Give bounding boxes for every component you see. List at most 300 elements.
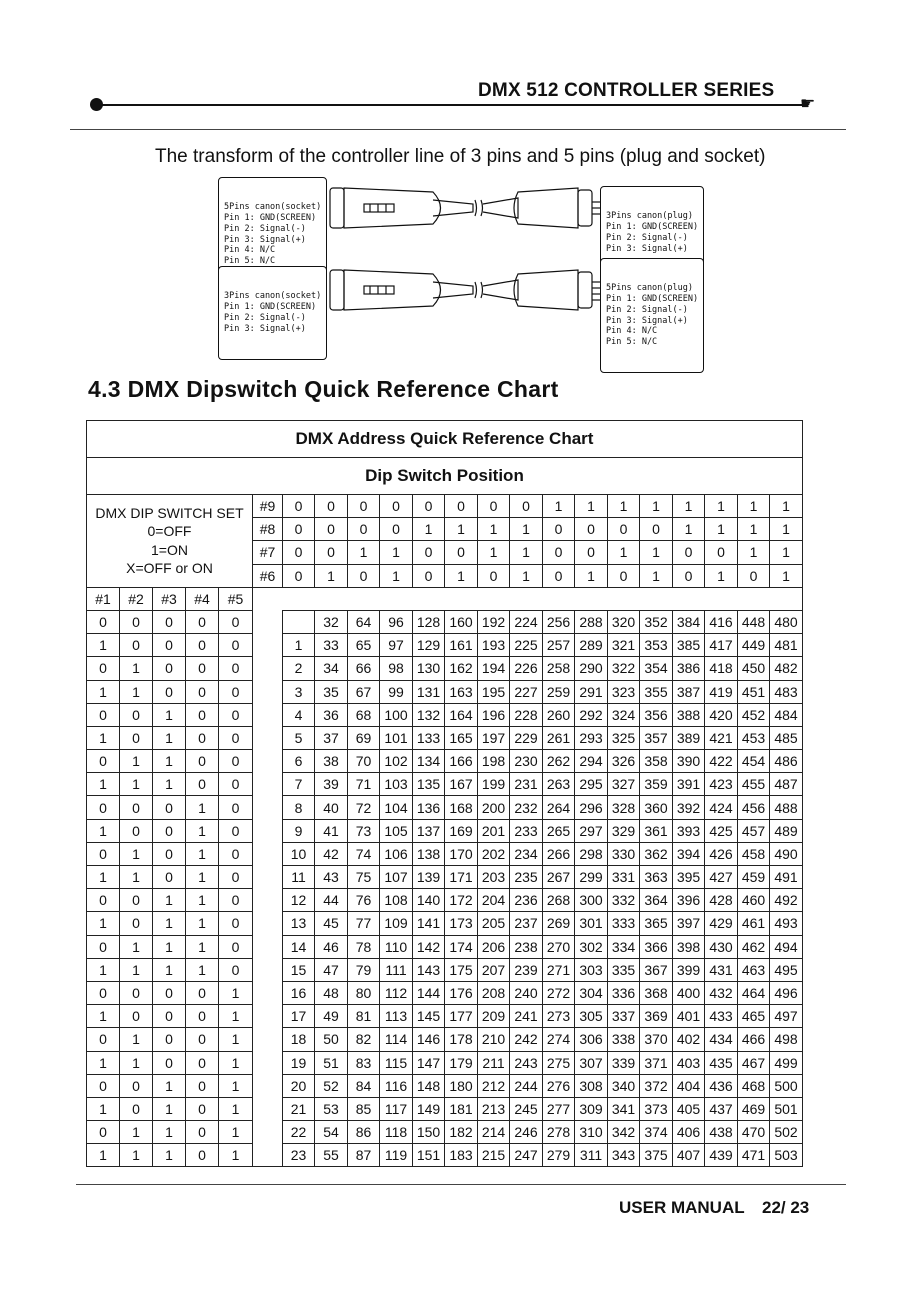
switch-state: 1	[120, 680, 153, 703]
switch-state: 0	[186, 1005, 219, 1028]
switch-value: 0	[445, 541, 478, 564]
address-cell: 401	[673, 1005, 705, 1028]
address-cell: 331	[608, 866, 640, 889]
table-row	[87, 1028, 803, 1051]
table-row	[87, 610, 803, 633]
address-cell: 430	[705, 935, 738, 958]
address-cell: 291	[575, 680, 608, 703]
switch-state: 1	[87, 1097, 120, 1120]
switch-state: 1	[153, 1097, 186, 1120]
legend-line: X=OFF or ON	[126, 560, 213, 577]
address-cell: 17	[283, 1005, 315, 1028]
address-cell: 416	[705, 610, 738, 633]
address-cell: 246	[510, 1121, 543, 1144]
address-cell: 387	[673, 680, 705, 703]
switch-value: 0	[315, 495, 348, 518]
address-cell: 117	[380, 1097, 413, 1120]
address-cell: 373	[640, 1097, 673, 1120]
address-cell: 37	[315, 726, 348, 749]
switch-value: 0	[283, 495, 315, 518]
switch-state: 1	[186, 889, 219, 912]
address-cell: 450	[738, 657, 770, 680]
address-cell: 503	[770, 1144, 803, 1167]
address-cell: 455	[738, 773, 770, 796]
address-cell: 262	[543, 750, 575, 773]
address-cell: 226	[510, 657, 543, 680]
address-cell: 174	[445, 935, 478, 958]
address-cell: 64	[348, 610, 380, 633]
address-cell: 149	[413, 1097, 445, 1120]
switch-value: 1	[705, 564, 738, 587]
address-cell: 392	[673, 796, 705, 819]
switch-value: 1	[315, 564, 348, 587]
address-cell: 339	[608, 1051, 640, 1074]
switch-value: 0	[575, 541, 608, 564]
address-cell: 493	[770, 912, 803, 935]
switch-state: 1	[87, 1005, 120, 1028]
switch-state: 0	[120, 703, 153, 726]
address-cell: 162	[445, 657, 478, 680]
switch-state: 1	[120, 842, 153, 865]
address-cell: 277	[543, 1097, 575, 1120]
address-cell: 404	[673, 1074, 705, 1097]
address-cell: 272	[543, 981, 575, 1004]
address-cell: 304	[575, 981, 608, 1004]
switch-value: 0	[283, 518, 315, 541]
address-cell: 112	[380, 981, 413, 1004]
address-cell: 129	[413, 634, 445, 657]
address-cell: 269	[543, 912, 575, 935]
address-cell: 340	[608, 1074, 640, 1097]
switch-state: 0	[87, 1074, 120, 1097]
switch-value: 0	[705, 541, 738, 564]
address-cell: 8	[283, 796, 315, 819]
switch-header: #2	[120, 587, 153, 610]
switch-state: 0	[186, 1097, 219, 1120]
address-cell: 425	[705, 819, 738, 842]
address-cell: 74	[348, 842, 380, 865]
switch-value: 0	[673, 541, 705, 564]
chart-title: DMX Address Quick Reference Chart	[87, 421, 803, 458]
switch-state: 0	[219, 842, 253, 865]
address-cell: 39	[315, 773, 348, 796]
address-cell: 192	[478, 610, 510, 633]
address-cell: 197	[478, 726, 510, 749]
switch-state: 1	[120, 1028, 153, 1051]
legend-cell	[87, 495, 253, 588]
address-cell: 200	[478, 796, 510, 819]
spacer-cell	[253, 726, 283, 749]
address-cell: 289	[575, 634, 608, 657]
address-cell: 485	[770, 726, 803, 749]
switch-state: 1	[186, 796, 219, 819]
switch-state: 0	[219, 935, 253, 958]
address-cell: 261	[543, 726, 575, 749]
switch-value: 1	[510, 564, 543, 587]
address-cell: 273	[543, 1005, 575, 1028]
legend-line: 1=ON	[151, 541, 188, 558]
spacer-cell	[253, 703, 283, 726]
address-cell: 500	[770, 1074, 803, 1097]
switch-state: 0	[219, 958, 253, 981]
spacer-cell	[253, 1005, 283, 1028]
switch-value: 1	[705, 518, 738, 541]
switch-value: 0	[348, 495, 380, 518]
address-cell: 147	[413, 1051, 445, 1074]
address-cell: 195	[478, 680, 510, 703]
address-cell: 295	[575, 773, 608, 796]
switch-state: 1	[153, 1144, 186, 1167]
address-cell: 321	[608, 634, 640, 657]
address-cell: 99	[380, 680, 413, 703]
address-cell: 234	[510, 842, 543, 865]
address-cell: 109	[380, 912, 413, 935]
spacer-cell	[253, 1097, 283, 1120]
address-cell: 405	[673, 1097, 705, 1120]
table-row	[87, 1144, 803, 1167]
address-cell: 467	[738, 1051, 770, 1074]
address-cell: 385	[673, 634, 705, 657]
switch-label: #7	[253, 541, 283, 564]
switch-state: 0	[186, 726, 219, 749]
address-cell: 211	[478, 1051, 510, 1074]
address-cell: 40	[315, 796, 348, 819]
address-cell: 169	[445, 819, 478, 842]
address-cell: 208	[478, 981, 510, 1004]
legend-line: 0=OFF	[147, 523, 192, 540]
address-cell: 418	[705, 657, 738, 680]
switch-header: #4	[186, 587, 219, 610]
address-cell: 296	[575, 796, 608, 819]
address-cell: 164	[445, 703, 478, 726]
spacer-cell	[253, 634, 283, 657]
switch-state: 1	[87, 634, 120, 657]
switch-value: 1	[510, 541, 543, 564]
address-cell: 42	[315, 842, 348, 865]
switch-value: 1	[445, 518, 478, 541]
address-cell: 210	[478, 1028, 510, 1051]
switch-value: 1	[673, 495, 705, 518]
address-cell: 243	[510, 1051, 543, 1074]
switch-value: 1	[575, 495, 608, 518]
switch-value: 1	[348, 541, 380, 564]
address-cell: 106	[380, 842, 413, 865]
table-row	[87, 703, 803, 726]
address-cell: 438	[705, 1121, 738, 1144]
switch-header: #3	[153, 587, 186, 610]
address-cell: 396	[673, 889, 705, 912]
switch-state: 0	[120, 726, 153, 749]
address-cell: 419	[705, 680, 738, 703]
switch-value: 1	[770, 541, 803, 564]
spacer-cell	[253, 866, 283, 889]
switch-state: 0	[87, 1121, 120, 1144]
address-cell: 496	[770, 981, 803, 1004]
address-cell: 490	[770, 842, 803, 865]
address-cell: 78	[348, 935, 380, 958]
switch-value: 0	[575, 518, 608, 541]
address-cell: 279	[543, 1144, 575, 1167]
address-cell: 194	[478, 657, 510, 680]
address-cell: 483	[770, 680, 803, 703]
switch-state: 1	[120, 1121, 153, 1144]
switch-state: 1	[120, 773, 153, 796]
address-cell: 7	[283, 773, 315, 796]
address-cell: 298	[575, 842, 608, 865]
switch-value: 0	[283, 541, 315, 564]
address-cell: 453	[738, 726, 770, 749]
address-cell: 10	[283, 842, 315, 865]
address-cell: 288	[575, 610, 608, 633]
address-cell: 309	[575, 1097, 608, 1120]
address-cell: 202	[478, 842, 510, 865]
table-row	[87, 680, 803, 703]
address-cell: 369	[640, 1005, 673, 1028]
switch-value: 1	[738, 541, 770, 564]
address-cell: 384	[673, 610, 705, 633]
address-cell: 146	[413, 1028, 445, 1051]
address-cell: 267	[543, 866, 575, 889]
address-cell: 449	[738, 634, 770, 657]
address-cell: 237	[510, 912, 543, 935]
address-cell: 428	[705, 889, 738, 912]
chart-subtitle: Dip Switch Position	[87, 458, 803, 495]
switch-state: 0	[219, 703, 253, 726]
address-cell: 100	[380, 703, 413, 726]
address-cell: 502	[770, 1121, 803, 1144]
address-cell: 359	[640, 773, 673, 796]
switch-state: 1	[219, 1005, 253, 1028]
switch-state: 0	[219, 634, 253, 657]
address-cell: 260	[543, 703, 575, 726]
table-row	[87, 842, 803, 865]
address-cell: 67	[348, 680, 380, 703]
switch-state: 1	[153, 958, 186, 981]
address-cell: 301	[575, 912, 608, 935]
address-cell: 499	[770, 1051, 803, 1074]
address-cell: 297	[575, 819, 608, 842]
switch-state: 0	[219, 750, 253, 773]
header-line	[98, 104, 808, 106]
address-cell: 213	[478, 1097, 510, 1120]
address-cell: 459	[738, 866, 770, 889]
address-cell: 168	[445, 796, 478, 819]
address-cell: 451	[738, 680, 770, 703]
switch-state: 0	[120, 981, 153, 1004]
address-cell: 14	[283, 935, 315, 958]
address-cell: 236	[510, 889, 543, 912]
address-cell: 365	[640, 912, 673, 935]
switch-value: 0	[380, 518, 413, 541]
table-row	[87, 657, 803, 680]
address-cell: 464	[738, 981, 770, 1004]
address-cell: 353	[640, 634, 673, 657]
switch-state: 0	[186, 1144, 219, 1167]
address-cell: 368	[640, 981, 673, 1004]
address-cell: 330	[608, 842, 640, 865]
switch-state: 0	[87, 981, 120, 1004]
address-cell: 230	[510, 750, 543, 773]
address-cell: 138	[413, 842, 445, 865]
address-cell: 205	[478, 912, 510, 935]
address-cell: 435	[705, 1051, 738, 1074]
switch-state: 0	[186, 1028, 219, 1051]
address-cell: 370	[640, 1028, 673, 1051]
spacer-cell	[253, 842, 283, 865]
address-cell: 263	[543, 773, 575, 796]
address-cell: 274	[543, 1028, 575, 1051]
switch-state: 1	[87, 958, 120, 981]
switch-value: 0	[478, 495, 510, 518]
footer-label: USER MANUAL	[619, 1198, 745, 1217]
address-cell: 45	[315, 912, 348, 935]
switch-state: 1	[186, 866, 219, 889]
switch-state: 0	[153, 842, 186, 865]
address-cell: 204	[478, 889, 510, 912]
address-cell: 303	[575, 958, 608, 981]
address-cell: 489	[770, 819, 803, 842]
switch-value: 0	[478, 564, 510, 587]
address-cell: 258	[543, 657, 575, 680]
address-cell: 388	[673, 703, 705, 726]
switch-value: 1	[738, 518, 770, 541]
address-cell: 424	[705, 796, 738, 819]
address-cell: 421	[705, 726, 738, 749]
spacer-cell	[253, 610, 283, 633]
address-cell: 398	[673, 935, 705, 958]
table-row	[87, 1097, 803, 1120]
address-cell: 437	[705, 1097, 738, 1120]
switch-state: 0	[219, 657, 253, 680]
address-cell: 3	[283, 680, 315, 703]
address-cell: 72	[348, 796, 380, 819]
switch-state: 0	[87, 610, 120, 633]
address-cell: 423	[705, 773, 738, 796]
address-cell: 290	[575, 657, 608, 680]
address-cell: 468	[738, 1074, 770, 1097]
switch-value: 1	[770, 564, 803, 587]
address-cell: 457	[738, 819, 770, 842]
address-cell: 206	[478, 935, 510, 958]
address-cell: 209	[478, 1005, 510, 1028]
switch-value: 0	[640, 518, 673, 541]
address-cell: 434	[705, 1028, 738, 1051]
upper-switch-row	[87, 495, 803, 518]
pinout-3pin-plug: 3Pins canon(plug) Pin 1: GND(SCREEN) Pin 2: Signal(-) Pin 3: Signal(+)	[600, 186, 704, 280]
address-cell: 235	[510, 866, 543, 889]
address-cell: 334	[608, 935, 640, 958]
address-cell: 362	[640, 842, 673, 865]
address-cell: 207	[478, 958, 510, 981]
address-cell: 1	[283, 634, 315, 657]
table-row	[87, 889, 803, 912]
spacer-cell	[253, 796, 283, 819]
address-cell: 336	[608, 981, 640, 1004]
address-cell: 361	[640, 819, 673, 842]
switch-value: 0	[348, 564, 380, 587]
switch-state: 1	[120, 1051, 153, 1074]
switch-state: 0	[120, 1097, 153, 1120]
address-cell: 111	[380, 958, 413, 981]
table-row	[87, 634, 803, 657]
address-cell: 292	[575, 703, 608, 726]
address-cell: 84	[348, 1074, 380, 1097]
table-row	[87, 958, 803, 981]
address-cell: 43	[315, 866, 348, 889]
address-cell: 145	[413, 1005, 445, 1028]
switch-state: 0	[120, 610, 153, 633]
address-cell: 69	[348, 726, 380, 749]
address-cell: 406	[673, 1121, 705, 1144]
page-number: 22/ 23	[762, 1198, 810, 1217]
address-cell: 161	[445, 634, 478, 657]
switch-state: 1	[153, 1121, 186, 1144]
address-cell: 23	[283, 1144, 315, 1167]
address-cell: 143	[413, 958, 445, 981]
address-cell: 53	[315, 1097, 348, 1120]
address-cell: 166	[445, 750, 478, 773]
switch-value: 1	[770, 495, 803, 518]
address-cell: 183	[445, 1144, 478, 1167]
switch-state: 0	[153, 981, 186, 1004]
address-cell: 228	[510, 703, 543, 726]
switch-state: 0	[153, 796, 186, 819]
address-cell: 244	[510, 1074, 543, 1097]
address-cell: 85	[348, 1097, 380, 1120]
switch-state: 0	[219, 889, 253, 912]
switch-state: 1	[120, 958, 153, 981]
switch-state: 1	[219, 1028, 253, 1051]
address-cell: 34	[315, 657, 348, 680]
address-cell: 103	[380, 773, 413, 796]
switch-header: #1	[87, 587, 120, 610]
address-cell: 114	[380, 1028, 413, 1051]
address-cell: 79	[348, 958, 380, 981]
switch-state: 0	[120, 1074, 153, 1097]
address-cell: 276	[543, 1074, 575, 1097]
address-cell: 196	[478, 703, 510, 726]
address-cell: 6	[283, 750, 315, 773]
address-cell: 356	[640, 703, 673, 726]
address-cell: 104	[380, 796, 413, 819]
pinout-3pin-socket: 3Pins canon(socket) Pin 1: GND(SCREEN) Pin 2: Signal(-) Pin 3: Signal(+)	[218, 266, 327, 360]
table-row	[87, 796, 803, 819]
switch-value: 0	[413, 541, 445, 564]
address-cell: 360	[640, 796, 673, 819]
switch-state: 0	[219, 680, 253, 703]
address-cell: 71	[348, 773, 380, 796]
address-cell: 278	[543, 1121, 575, 1144]
address-cell: 299	[575, 866, 608, 889]
address-cell: 469	[738, 1097, 770, 1120]
address-cell: 214	[478, 1121, 510, 1144]
switch-value: 1	[445, 564, 478, 587]
switch-state: 0	[186, 1074, 219, 1097]
spacer-cell	[253, 1144, 283, 1167]
address-cell: 165	[445, 726, 478, 749]
address-cell: 97	[380, 634, 413, 657]
spacer-cell	[253, 1028, 283, 1051]
address-cell: 480	[770, 610, 803, 633]
address-cell: 175	[445, 958, 478, 981]
top-cable-drawing	[330, 188, 600, 228]
switch-label: #9	[253, 495, 283, 518]
address-cell: 76	[348, 889, 380, 912]
table-row	[87, 981, 803, 1004]
switch-state: 1	[153, 889, 186, 912]
spacer-cell	[253, 680, 283, 703]
pinout-5pin-socket: 5Pins canon(socket) Pin 1: GND(SCREEN) Pin 2: Signal(-) Pin 3: Signal(+) Pin 4: N/C Pin 5: N/C	[218, 177, 327, 292]
